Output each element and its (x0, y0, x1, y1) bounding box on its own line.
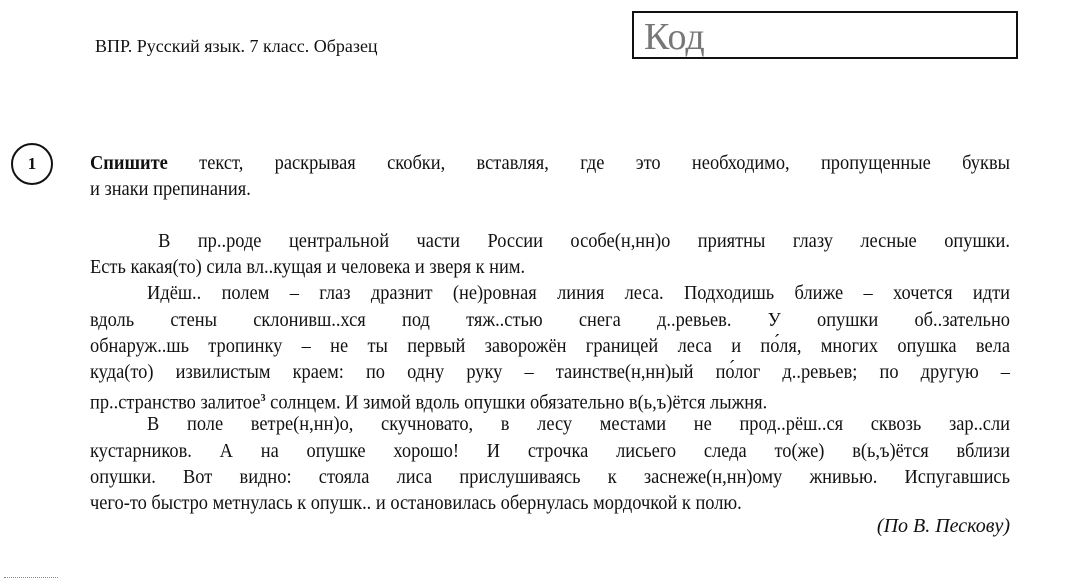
text-line: кустарников. А на опушке хорошо! И строчка лисьего следа то(же) в(ь,ъ)ётся вблизи (90, 439, 1010, 462)
footnote-mark: 3 (260, 392, 266, 405)
footnote-divider (4, 577, 58, 578)
text-line: В пр..роде центральной части России особе(н,нн)о приятны глазу лесные опушки. (158, 230, 1010, 252)
text-line: куда(то) извилистым краем: по одну руку – таинстве(н,нн)ый по́лог д..ревьев; по другую – (90, 360, 1010, 383)
text-line: чего-то быстро метнулась к опушк.. и остановилась обернулась мордочкой к полю. (90, 491, 742, 514)
text-line: Идёш.. полем – глаз дразнит (не)ровная линия леса. Подходишь ближе – хочется идти (147, 282, 1010, 305)
exercise-text (90, 228, 1010, 516)
instruction-bold: Спишите (90, 152, 168, 174)
text-line (90, 385, 1010, 414)
text-line: вдоль стены склонивш..хся под тяж..стью снега д..ревьев. У опушки об..зательно (90, 308, 1010, 331)
text-line: Есть какая(то) сила вл..кущая и человека и зверя к ним. (90, 256, 526, 279)
code-label: Код (644, 16, 705, 58)
document-header: ВПР. Русский язык. 7 класс. Образец (95, 36, 378, 56)
text-fragment: солнцем. И зимой вдоль опушки обязательно в(ь,ъ)ётся лыжня. (270, 391, 768, 414)
instruction-line1: текст, раскрывая скобки, вставляя, где это необходимо, пропущенные буквы (199, 152, 1011, 174)
text-line: опушки. Вот видно: стояла лиса прислушиваясь к заснеже(н,нн)ому жнивью. Испугавшись (90, 465, 1010, 488)
instruction-line2: и знаки препинания. (90, 178, 251, 201)
text-fragment: пр..странство залитое (90, 391, 261, 414)
text-line: В поле ветре(н,нн)о, скучновато, в лесу местами не прод..рёш..ся сквозь зар..сли (147, 413, 1010, 436)
task-instruction (90, 150, 1010, 202)
code-field[interactable] (632, 11, 1018, 59)
text-source: (По В. Пескову) (876, 515, 1010, 537)
task-number: 1 (11, 143, 53, 185)
text-line: обнаруж..шь тропинку – не ты первый заворожён границей леса и по́ля, многих опушка вела (90, 334, 1010, 357)
